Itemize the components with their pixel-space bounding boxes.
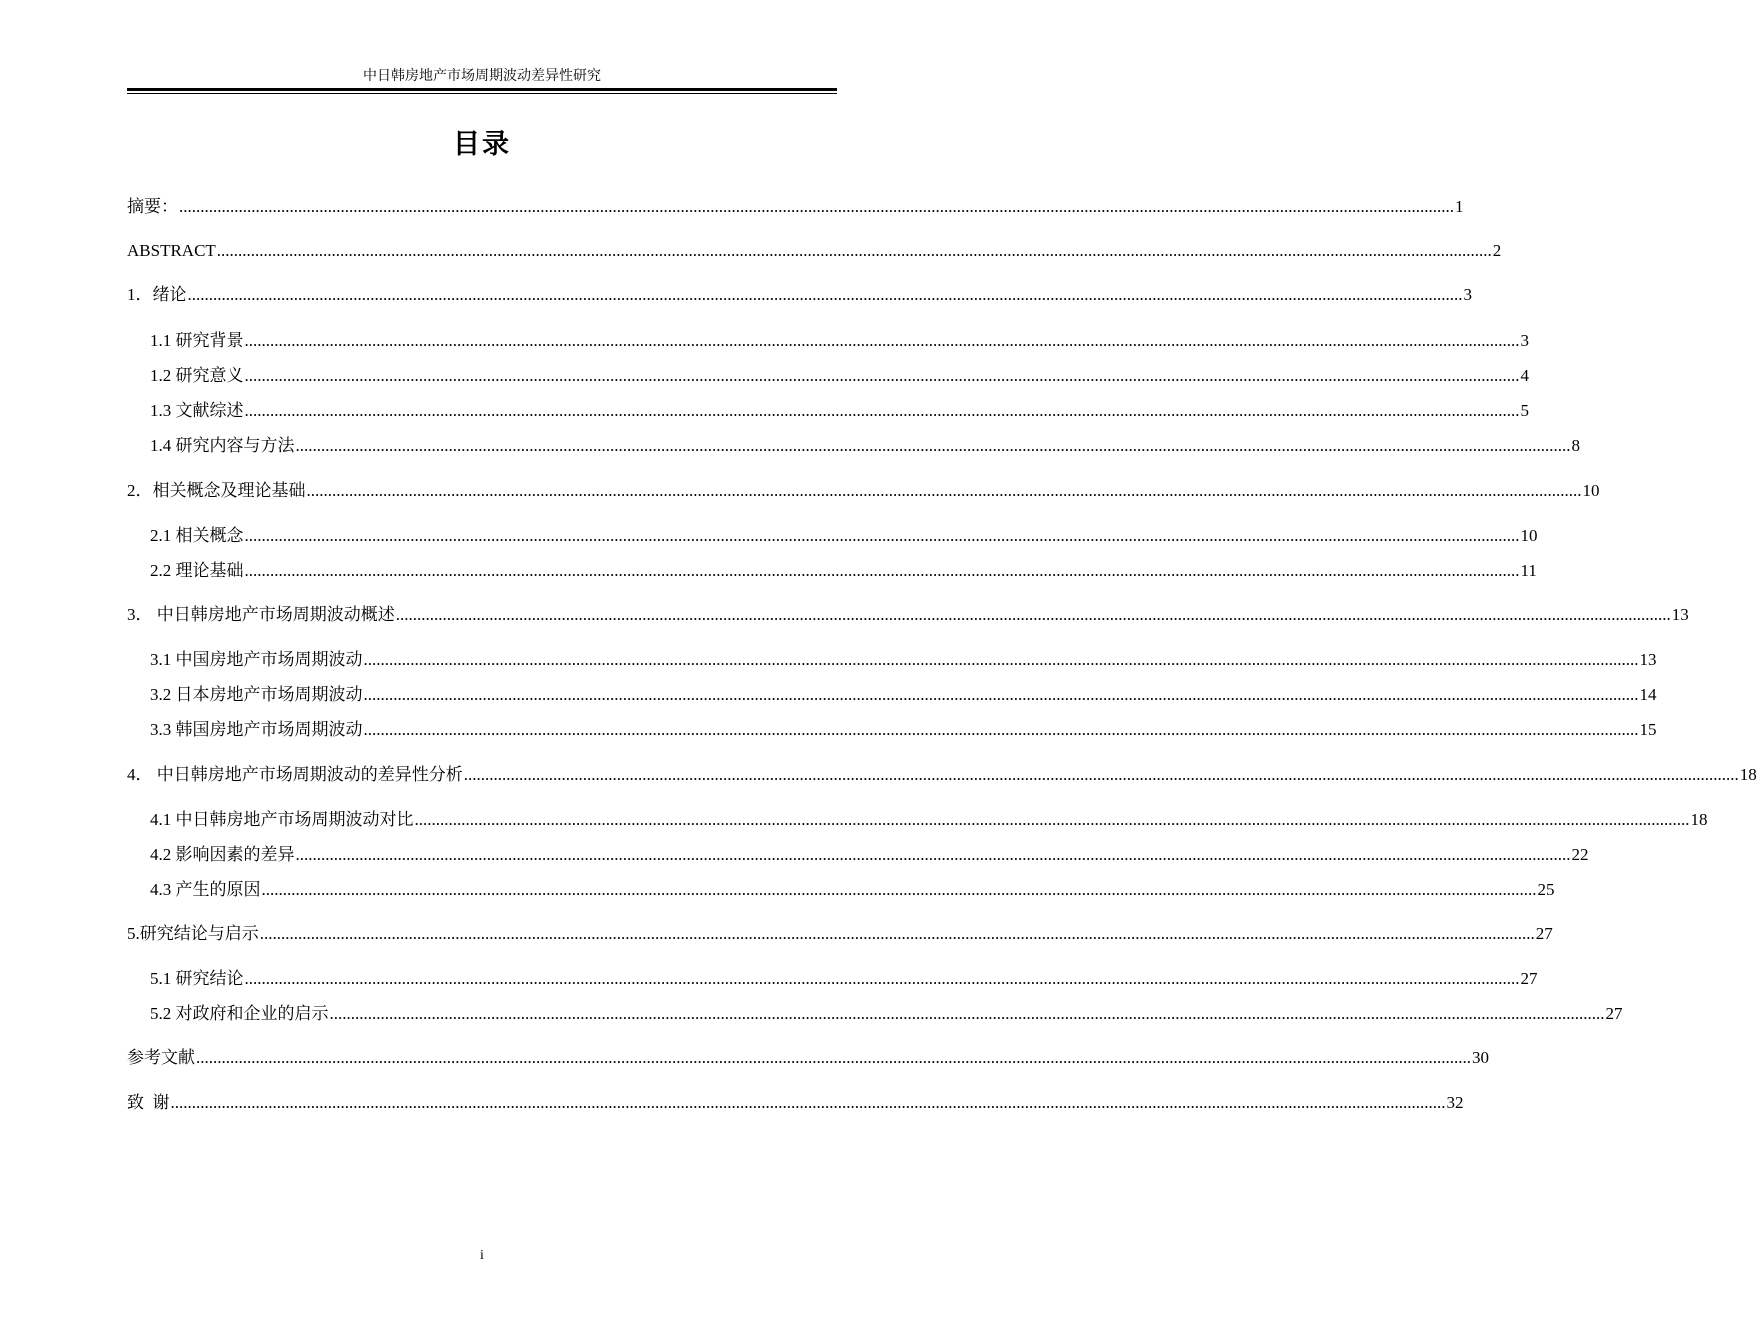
toc-entry-page: 25 [1537, 880, 1555, 899]
toc-leader-dots: ............................................................................................................................................................................................................................................................................................................ [259, 924, 1535, 943]
toc-entry-label: 2.1 相关概念 [150, 526, 244, 545]
toc-leader-dots: ............................................................................................................................................................................................................................................................................................................ [414, 810, 1690, 829]
header-rule-thick [127, 88, 837, 91]
toc-leader-dots: ............................................................................................................................................................................................................................................................................................................ [244, 969, 1520, 988]
toc-entry-page: 8 [1571, 436, 1580, 455]
toc-entry-page: 13 [1671, 605, 1689, 624]
toc-entry[interactable] [150, 809, 1708, 831]
toc-entry[interactable] [127, 480, 1600, 502]
toc-entry[interactable] [150, 649, 1657, 671]
toc-entry-page: 14 [1639, 685, 1657, 704]
toc-leader-dots: ............................................................................................................................................................................................................................................................................................................ [363, 720, 1639, 739]
toc-entry[interactable] [150, 365, 1529, 387]
toc-leader-dots: ............................................................................................................................................................................................................................................................................................................ [363, 650, 1639, 669]
toc-entry-page: 5 [1520, 401, 1529, 420]
toc-entry[interactable] [127, 196, 1464, 218]
toc-entry-page: 3 [1520, 331, 1529, 350]
toc-entry-label: 2．相关概念及理论基础 [127, 481, 306, 500]
toc-entry-page: 27 [1520, 969, 1538, 988]
toc-entry[interactable] [127, 284, 1472, 306]
toc-entry[interactable] [150, 560, 1537, 582]
toc-entry-label: 1.2 研究意义 [150, 366, 244, 385]
toc-entry-label: 参考文献 [127, 1048, 195, 1067]
toc-entry-label: 5.2 对政府和企业的启示 [150, 1004, 329, 1023]
toc-entry-page: 10 [1520, 526, 1538, 545]
toc-entry-label: 致 谢 [127, 1093, 170, 1112]
toc-entry-page: 1 [1455, 197, 1464, 216]
toc-entry-label: 3.1 中国房地产市场周期波动 [150, 650, 363, 669]
toc-entry[interactable] [150, 435, 1580, 457]
toc-leader-dots: ............................................................................................................................................................................................................................................................................................................ [244, 401, 1520, 420]
toc-leader-dots: ............................................................................................................................................................................................................................................................................................................ [306, 481, 1582, 500]
toc-entry-label: 4． 中日韩房地产市场周期波动的差异性分析 [127, 765, 463, 784]
toc-entry-page: 27 [1605, 1004, 1623, 1023]
toc-leader-dots: ............................................................................................................................................................................................................................................................................................................ [395, 605, 1671, 624]
toc-entry[interactable] [127, 1092, 1464, 1114]
toc-entry[interactable] [127, 604, 1689, 626]
toc-entry-page: 15 [1639, 720, 1657, 739]
header-rule-thin [127, 93, 837, 94]
toc-leader-dots: ............................................................................................................................................................................................................................................................................................................ [244, 561, 1520, 580]
toc-entry[interactable] [127, 764, 1757, 786]
toc-title: 目录 [453, 129, 511, 160]
toc-entry-page: 4 [1520, 366, 1529, 385]
toc-entry[interactable] [150, 525, 1538, 547]
running-header: 中日韩房地产市场周期波动差异性研究 [363, 69, 601, 84]
toc-leader-dots: ............................................................................................................................................................................................................................................................................................................ [463, 765, 1739, 784]
toc-leader-dots: ............................................................................................................................................................................................................................................................................................................ [244, 331, 1520, 350]
toc-entry-label: 3． 中日韩房地产市场周期波动概述 [127, 605, 395, 624]
toc-entry-label: 2.2 理论基础 [150, 561, 244, 580]
toc-entry-label: 4.1 中日韩房地产市场周期波动对比 [150, 810, 414, 829]
toc-entry[interactable] [150, 879, 1555, 901]
toc-entry-page: 18 [1739, 765, 1757, 784]
toc-entry-page: 3 [1463, 285, 1472, 304]
toc-entry[interactable] [150, 844, 1589, 866]
toc-entry[interactable] [150, 330, 1529, 352]
toc-entry-label: 1．绪论 [127, 285, 187, 304]
toc-entry-page: 30 [1472, 1048, 1489, 1067]
toc-entry-label: 1.4 研究内容与方法 [150, 436, 295, 455]
toc-entry-label: 4.3 产生的原因 [150, 880, 261, 899]
toc-leader-dots: ............................................................................................................................................................................................................................................................................................................ [244, 526, 1520, 545]
toc-entry[interactable] [150, 684, 1657, 706]
toc-entry-page: 32 [1446, 1093, 1464, 1112]
toc-leader-dots: ............................................................................................................................................................................................................................................................................................................ [187, 285, 1463, 304]
toc-entry-label: 5.1 研究结论 [150, 969, 244, 988]
toc-leader-dots: ............................................................................................................................................................................................................................................................................................................ [196, 1048, 1471, 1067]
toc-entry-label: ABSTRACT [127, 241, 216, 260]
toc-entry-label: 1.1 研究背景 [150, 331, 244, 350]
toc-entry-page: 22 [1571, 845, 1589, 864]
toc-entry-page: 10 [1582, 481, 1600, 500]
toc-leader-dots: ............................................................................................................................................................................................................................................................................................................ [179, 197, 1454, 216]
toc-entry-page: 27 [1535, 924, 1553, 943]
toc-entry-label: 3.2 日本房地产市场周期波动 [150, 685, 363, 704]
toc-entry[interactable] [127, 240, 1502, 262]
toc-leader-dots: ............................................................................................................................................................................................................................................................................................................ [244, 366, 1520, 385]
toc-entry-label: 4.2 影响因素的差异 [150, 845, 295, 864]
toc-leader-dots: ............................................................................................................................................................................................................................................................................................................ [363, 685, 1639, 704]
toc-entry-page: 11 [1520, 561, 1537, 580]
toc-entry-label: 3.3 韩国房地产市场周期波动 [150, 720, 363, 739]
toc-entry[interactable] [127, 923, 1553, 945]
page-number: i [480, 1248, 484, 1263]
toc-entry[interactable] [150, 968, 1538, 990]
toc-entry[interactable] [150, 1003, 1623, 1025]
toc-leader-dots: ............................................................................................................................................................................................................................................................................................................ [295, 845, 1571, 864]
toc-leader-dots: ............................................................................................................................................................................................................................................................................................................ [261, 880, 1537, 899]
toc-entry-page: 18 [1690, 810, 1708, 829]
toc-entry[interactable] [127, 1047, 1489, 1069]
toc-entry[interactable] [150, 400, 1529, 422]
toc-entry-label: 1.3 文献综述 [150, 401, 244, 420]
toc-entry-label: 5.研究结论与启示 [127, 924, 259, 943]
toc-leader-dots: ............................................................................................................................................................................................................................................................................................................ [295, 436, 1571, 455]
toc-leader-dots: ............................................................................................................................................................................................................................................................................................................ [170, 1093, 1446, 1112]
toc-entry-label: 摘要： [127, 197, 178, 216]
toc-entry-page: 2 [1492, 241, 1502, 260]
toc-entry[interactable] [150, 719, 1657, 741]
toc-leader-dots: ............................................................................................................................................................................................................................................................................................................ [216, 241, 1492, 260]
toc-leader-dots: ............................................................................................................................................................................................................................................................................................................ [329, 1004, 1605, 1023]
toc-entry-page: 13 [1639, 650, 1657, 669]
